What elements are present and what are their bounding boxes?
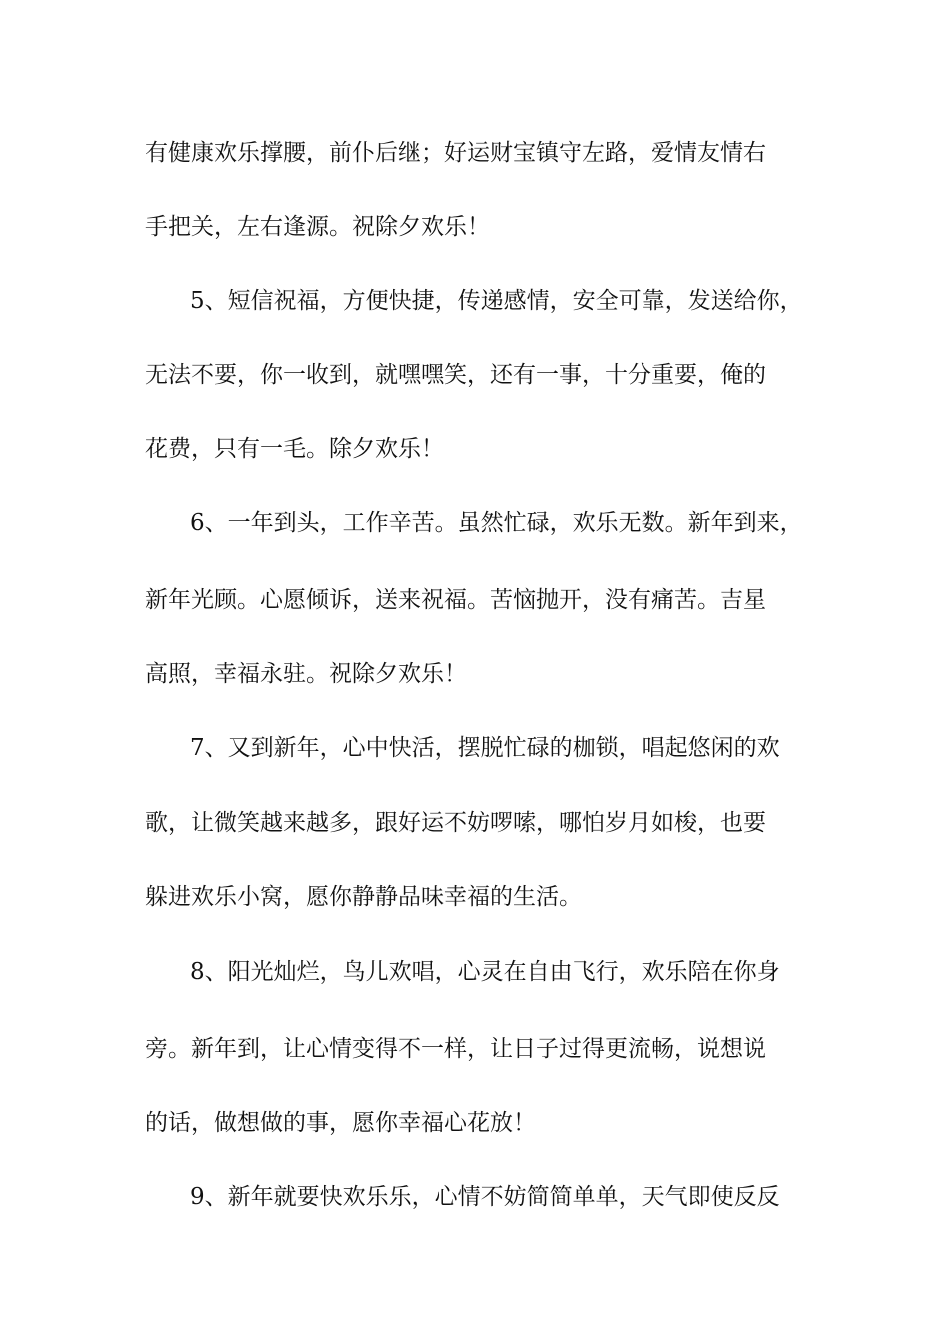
paragraph-7-start: 7、又到新年，心中快活，摆脱忙碌的枷锁，唱起悠闲的欢 [190, 735, 780, 761]
paragraph-9-start: 9、新年就要快欢乐乐，心情不妨简简单单，天气即使反反 [190, 1184, 780, 1210]
text-line: 歌，让微笑越来越多，跟好运不妨啰嗦，哪怕岁月如梭，也要 [145, 810, 766, 836]
text-line: 的话，做想做的事，愿你幸福心花放！ [145, 1110, 536, 1136]
text-line: 手把关，左右逢源。祝除夕欢乐！ [145, 214, 490, 240]
text-line: 有健康欢乐撑腰，前仆后继；好运财宝镇守左路，爱情友情右 [145, 140, 766, 166]
text-line: 高照，幸福永驻。祝除夕欢乐！ [145, 661, 467, 687]
text-line: 躲进欢乐小窝，愿你静静品味幸福的生活。 [145, 884, 582, 910]
text-line: 花费，只有一毛。除夕欢乐！ [145, 436, 444, 462]
text-line: 无法不要，你一收到，就嘿嘿笑，还有一事，十分重要，俺的 [145, 362, 766, 388]
text-line: 新年光顾。心愿倾诉，送来祝福。苦恼抛开，没有痛苦。吉星 [145, 587, 766, 613]
paragraph-5-start: 5、短信祝福，方便快捷，传递感情，安全可靠，发送给你， [190, 288, 803, 314]
text-line: 旁。新年到，让心情变得不一样，让日子过得更流畅，说想说 [145, 1036, 766, 1062]
paragraph-8-start: 8、阳光灿烂，鸟儿欢唱，心灵在自由飞行，欢乐陪在你身 [190, 959, 780, 985]
paragraph-6-start: 6、一年到头，工作辛苦。虽然忙碌，欢乐无数。新年到来， [190, 510, 803, 536]
